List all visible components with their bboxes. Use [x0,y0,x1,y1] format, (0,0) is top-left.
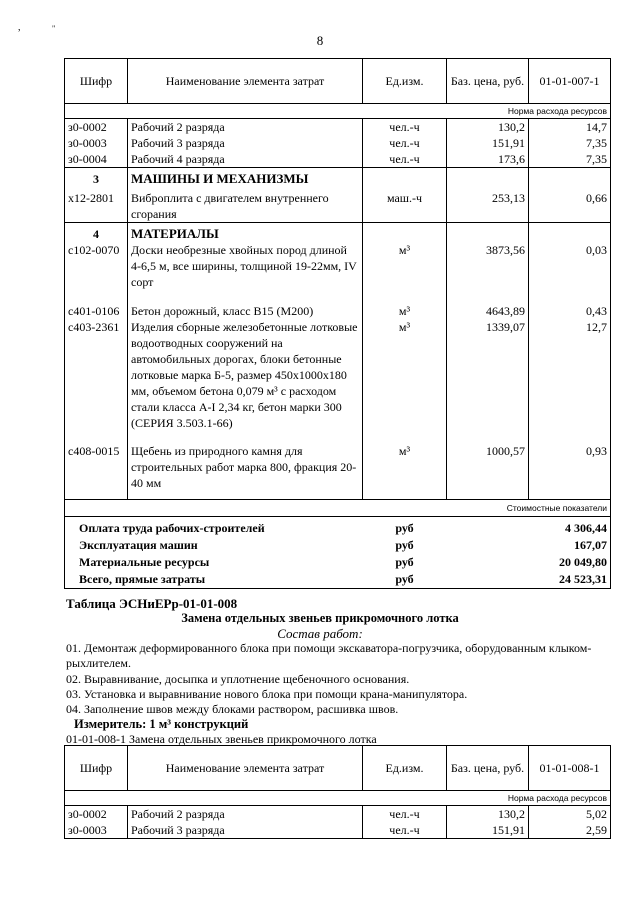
table-header-row [65,746,611,791]
total-row [65,571,611,589]
table-row [65,242,611,303]
row-code: с408-0015 [65,443,128,500]
row-name: Бетон дорожный, класс В15 (М200) [128,303,363,319]
row-price: 130,2 [447,119,529,136]
item-caption: 01-01-008-1 Замена отдельных звеньев прикромочного лотка [66,732,377,746]
header-code: Шифр [65,746,128,791]
norm-caption: Норма расхода ресурсов [65,104,611,119]
row-price: 151,91 [447,822,529,839]
row-price: 130,2 [447,806,529,823]
total-value: 167,07 [529,537,611,554]
measure-unit: Измеритель: 1 м³ конструкций [74,717,249,731]
works-title: Состав работ: [277,626,363,641]
row-unit: чел.-ч [363,135,447,151]
row-code: з0-0002 [65,119,128,136]
work-item: 02. Выравнивание, досыпка и уплотнение щебеночного основания. [66,672,410,686]
total-label: Оплата труда рабочих-строителей [65,517,363,538]
cost-caption-row [65,500,611,517]
row-norm: 5,02 [529,806,611,823]
scan-mark-left: , [18,22,21,33]
table-row [65,151,611,168]
header-price: Баз. цена, руб. [447,746,529,791]
total-label: Эксплуатация машин [65,537,363,554]
table-title: Таблица ЭСНиЕРр-01-01-008 [66,596,238,611]
row-norm: 7,35 [529,151,611,168]
norm-caption-row [65,104,611,119]
row-unit: м³ [363,303,447,319]
header-norm: 01-01-007-1 [529,59,611,104]
header-code: Шифр [65,59,128,104]
page-number: 8 [316,33,324,48]
row-unit: м³ [363,242,447,303]
row-code: з0-0003 [65,822,128,839]
total-row [65,517,611,538]
row-unit: чел.-ч [363,822,447,839]
header-name: Наименование элемента затрат [128,746,363,791]
row-code: з0-0002 [65,806,128,823]
resource-table-2 [64,745,611,839]
table-row [65,443,611,500]
table-row [65,119,611,136]
row-unit: м³ [363,443,447,500]
row-price: 1000,57 [447,443,529,500]
row-norm: 0,43 [529,303,611,319]
resource-table-1 [64,58,611,589]
table-row [65,319,611,443]
total-unit: руб [363,571,447,589]
section-number: 4 [65,223,128,243]
work-item: 01. Демонтаж деформированного блока при помощи экскаватора-погрузчика, оборудованным клыком-рыхлителем. [66,641,592,670]
table-header-row [65,59,611,104]
row-name: Доски необрезные хвойных пород длиной 4-6,5 м, все ширины, толщиной 19-22мм, IV сорт [128,242,363,303]
total-unit: руб [395,538,414,552]
row-name: Виброплита с двигателем внутреннего сгорания [128,187,363,223]
row-norm: 14,7 [529,119,611,136]
table-row [65,135,611,151]
row-norm: 2,59 [529,822,611,839]
table-row [65,806,611,823]
row-price: 173,6 [447,151,529,168]
header-norm: 01-01-008-1 [529,746,611,791]
section-title: МАТЕРИАЛЫ [128,223,363,243]
row-unit: м³ [363,319,447,443]
scan-mark-right: " [52,24,56,33]
row-price: 4643,89 [447,303,529,319]
cost-caption: Стоимостные показатели [65,500,611,517]
work-item: 03. Установка и выравнивание нового блока при помощи крана-манипулятора. [66,687,468,701]
table-row [65,187,611,223]
work-item: 04. Заполнение швов между блоками раствором, расшивка швов. [66,702,399,716]
row-code: з0-0003 [65,135,128,151]
norm-caption-row [65,791,611,806]
section-subtitle: Замена отдельных звеньев прикромочного лотка [181,611,459,625]
norm-caption: Норма расхода ресурсов [65,791,611,806]
row-unit: чел.-ч [363,806,447,823]
total-value: 20 049,80 [529,554,611,571]
total-unit: руб [395,521,414,535]
section-row-materials [65,223,611,243]
total-label: Материальные ресурсы [65,554,363,571]
header-unit: Ед.изм. [363,59,447,104]
header-price: Баз. цена, руб. [447,59,529,104]
row-norm: 0,66 [529,187,611,223]
row-code: с102-0070 [65,242,128,303]
section-title: МАШИНЫ И МЕХАНИЗМЫ [128,168,363,188]
header-unit: Ед.изм. [363,746,447,791]
table-row [65,822,611,839]
row-name: Изделия сборные железобетонные лотковые водоотводных сооружений на автомобильных дорогах, блоки бетонные лотковые марка Б-5, размер 450х1000х180 мм, объемом бетона 0,079 м³ с расходом стали класса А-I 2,34 кг, бетон марки 300 (СЕРИЯ 3.503.1-66) [128,319,363,443]
total-value: 4 306,44 [529,517,611,538]
section-number: 3 [65,168,128,188]
total-row [65,554,611,571]
row-norm: 12,7 [529,319,611,443]
row-code: х12-2801 [65,187,128,223]
row-norm: 7,35 [529,135,611,151]
row-price: 253,13 [447,187,529,223]
row-unit: маш.-ч [363,187,447,223]
row-name: Рабочий 3 разряда [128,822,363,839]
total-value: 24 523,31 [529,571,611,589]
row-name: Рабочий 3 разряда [128,135,363,151]
row-norm: 0,93 [529,443,611,500]
row-name: Рабочий 2 разряда [128,119,363,136]
row-code: с401-0106 [65,303,128,319]
row-unit: чел.-ч [363,151,447,168]
row-code: с403-2361 [65,319,128,443]
row-price: 151,91 [447,135,529,151]
row-price: 1339,07 [447,319,529,443]
total-unit: руб [395,555,414,569]
row-unit: чел.-ч [363,119,447,136]
section-row-machines [65,168,611,188]
row-name: Рабочий 4 разряда [128,151,363,168]
total-row [65,537,611,554]
row-norm: 0,03 [529,242,611,303]
header-name: Наименование элемента затрат [128,59,363,104]
row-price: 3873,56 [447,242,529,303]
table-row [65,303,611,319]
row-name: Щебень из природного камня для строительных работ марка 800, фракция 20-40 мм [128,443,363,500]
total-label: Всего, прямые затраты [65,571,363,589]
row-code: з0-0004 [65,151,128,168]
row-name: Рабочий 2 разряда [128,806,363,823]
